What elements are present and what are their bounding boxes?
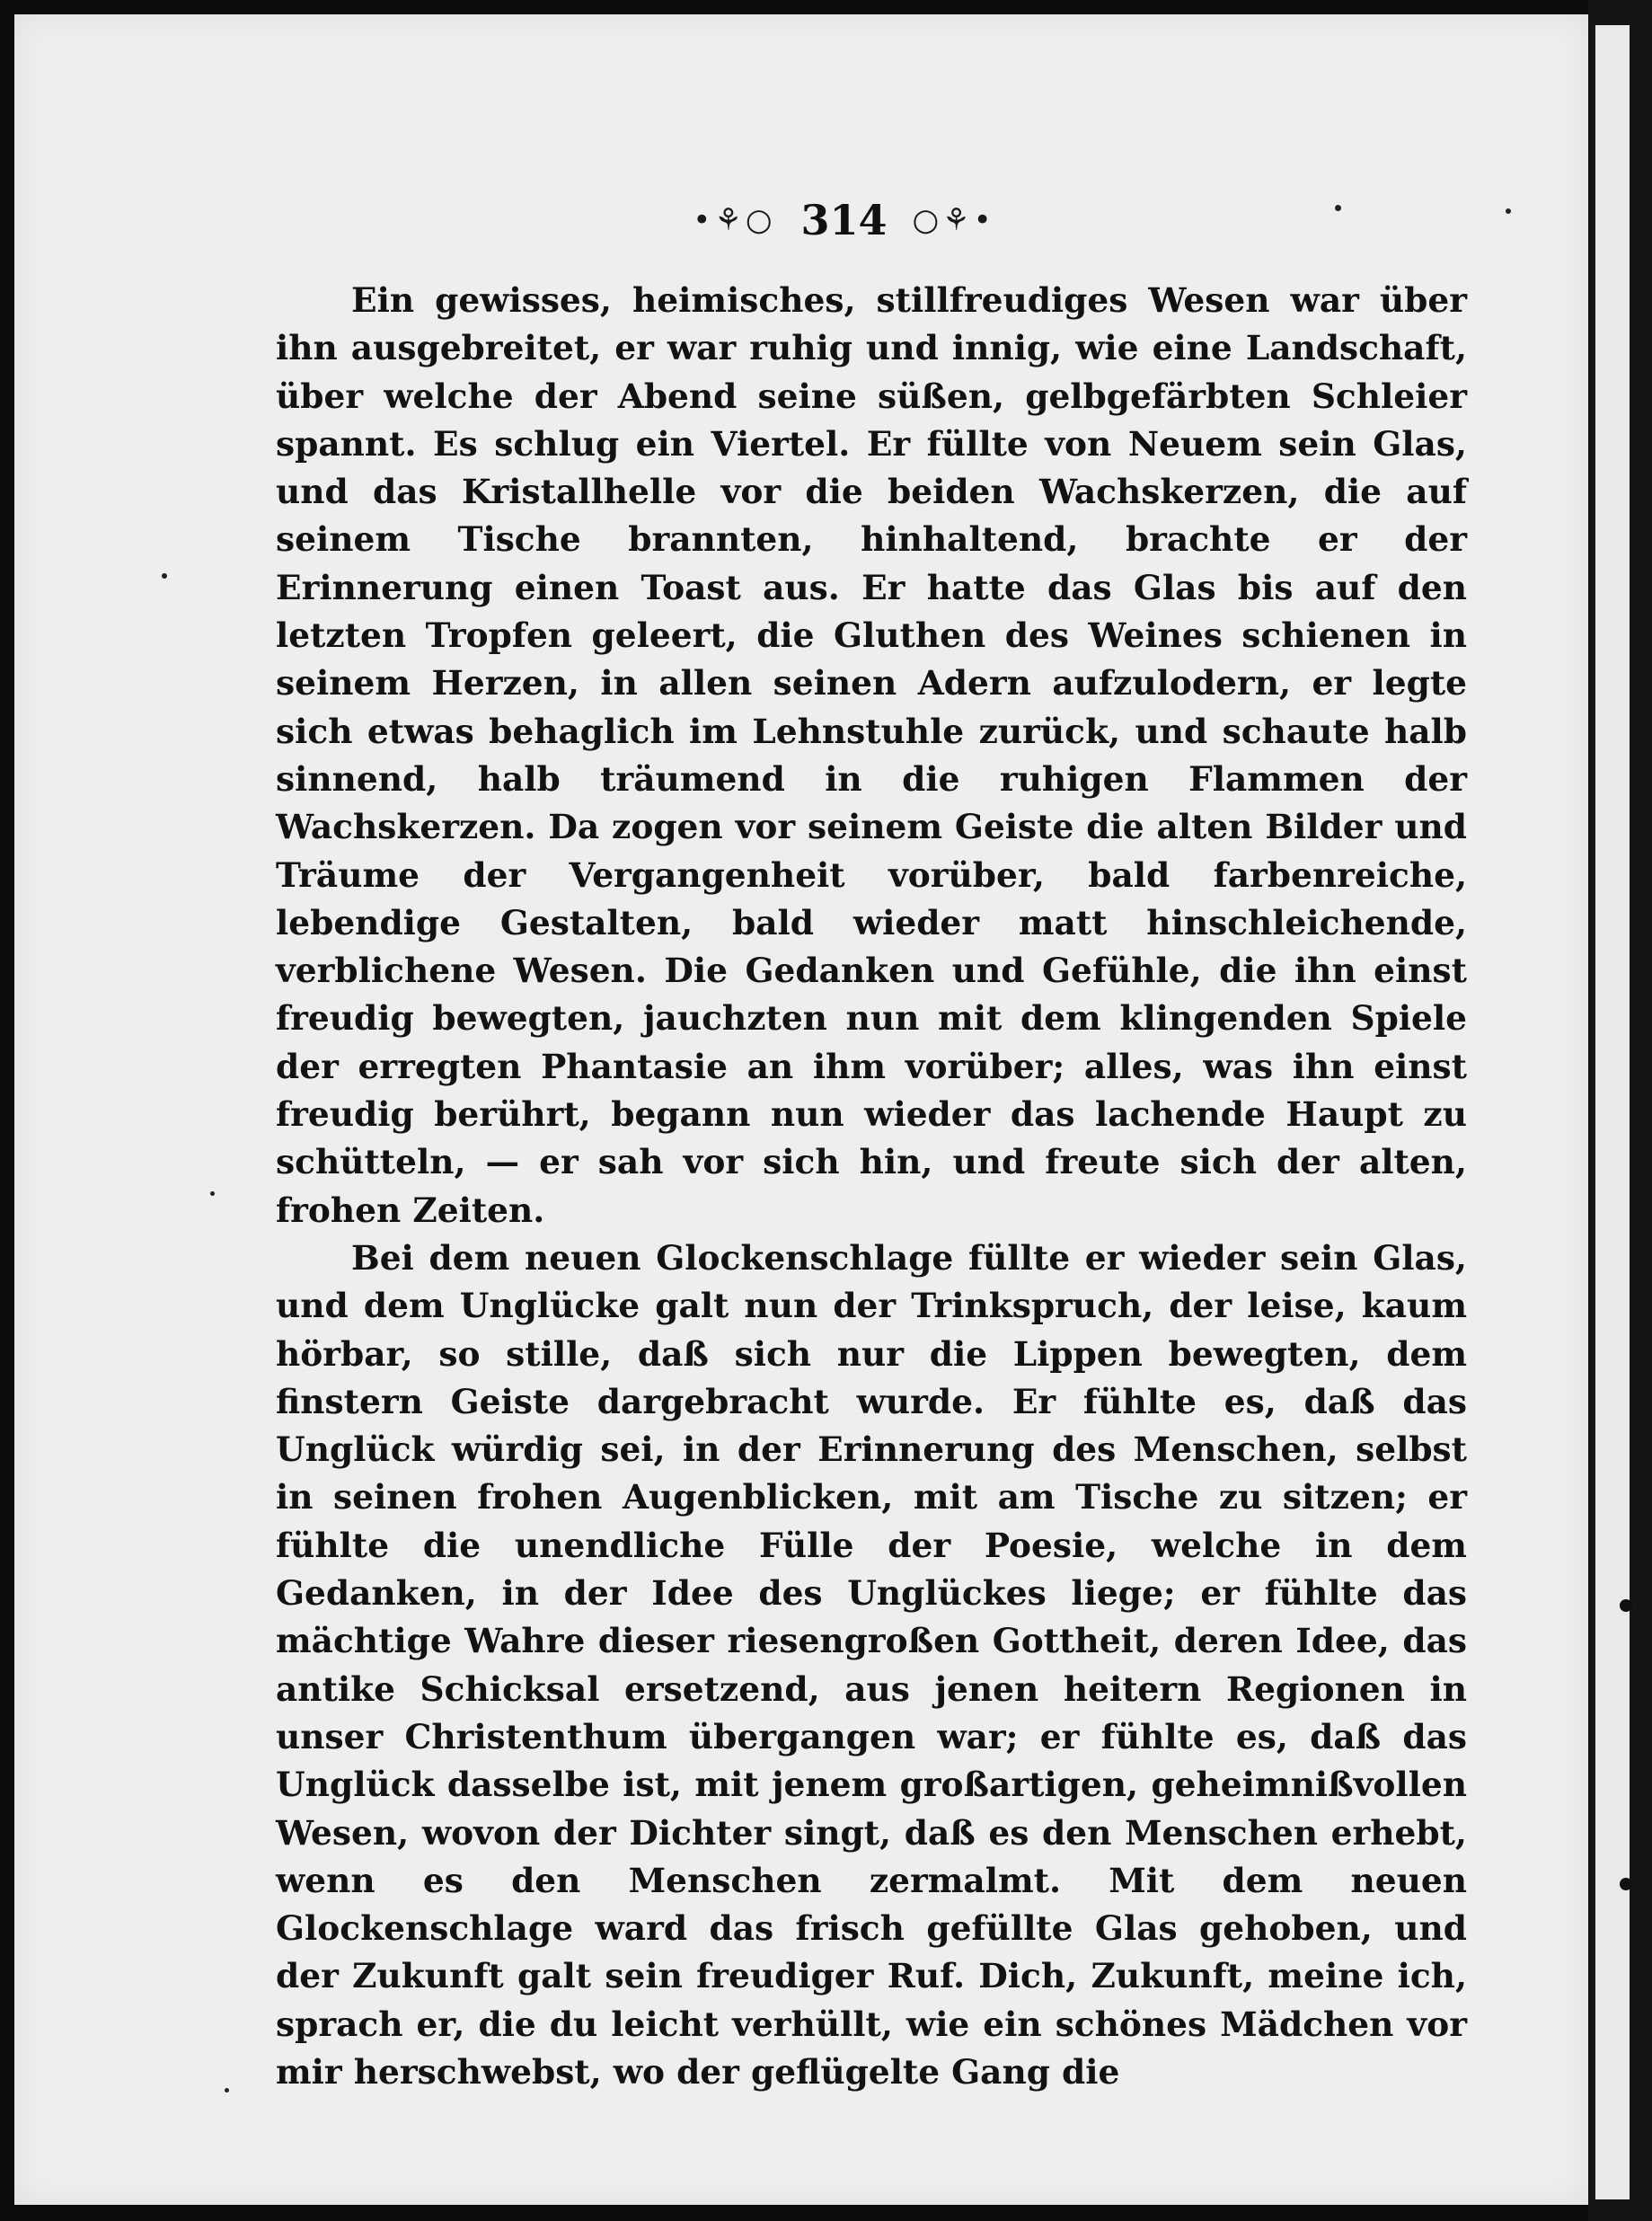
adjacent-page-edge — [1592, 25, 1630, 2199]
scan-speck — [162, 573, 167, 579]
paragraph-2: Bei dem neuen Glockenschlage füllte er wieder sein Glas, und dem Unglücke galt nun der Trinkspruch, der leise, kaum hörbar, so stille, daß sich nur die Lippen bewegten, dem finstern Geiste dargebracht wurde. Er fühlte es, daß das Unglück würdig sei, in der Erinnerung des Menschen, selbst in seinen frohen Augenblicken, mit am Tische zu sitzen; er fühlte die unendliche Fülle der Poesie, welche in dem Gedanken, in der Idee des Unglückes liege; er fühlte das mächtige Wahre dieser riesengroßen Gottheit, deren Idee, das antike Schicksal ersetzend, aus jenen heitern Regionen in unser Christenthum übergangen war; er fühlte es, daß das Unglück dasselbe ist, mit jenem großartigen, geheimnißvollen Wesen, wovon der Dichter singt, daß es den Menschen erhebt, wenn es den Menschen zermalmt. Mit dem neuen Glockenschlage ward das frisch gefüllte Glas gehoben, und der Zukunft galt sein freudiger Ruf. Dich, Zukunft, meine ich, sprach er, die du leicht verhüllt, wie ein schönes Mädchen vor mir herschwebst, wo der geflügelte Gang die — [276, 1237, 1467, 2092]
ornament-right-icon: ○⚘• — [912, 202, 995, 238]
page-number: 314 — [800, 196, 888, 244]
edge-mark — [1620, 1878, 1632, 1890]
paragraph-1: Ein gewisses, heimisches, stillfreudiges Wesen war über ihn ausgebreitet, er war ruhig und innig, wie eine Landschaft, über welche der Abend seine süßen, gelbgefärbten Schleier spannt. Es schlug ein Viertel. Er füllte von Neuem sein Glas, und das Kristallhelle vor die beiden Wachskerzen, die auf seinem Tische brannten, hinhaltend, brachte er der Erinnerung einen Toast aus. Er hatte das Glas bis auf den letzten Tropfen geleert, die Gluthen des Weines schienen in seinem Herzen, in allen seinen Adern aufzulodern, er legte sich etwas behaglich im Lehnstuhle zurück, und schaute halb sinnend, halb träumend in die ruhigen Flammen der Wachskerzen. Da zogen vor seinem Geiste die alten Bilder und Träume der Vergangenheit vorüber, bald farbenreiche, lebendige Gestalten, bald wieder matt hinschleichende, verblichene Wesen. Die Gedanken und Gefühle, die ihn einst freudig bewegten, jauchzten nun mit dem klingenden Spiele der erregten Phantasie an ihm vorüber; alles, was ihn einst freudig berührt, begann nun wieder das lachende Haupt zu schütteln, — er sah vor sich hin, und freute sich der alten, frohen Zeiten. — [276, 280, 1467, 1230]
scan-speck — [210, 1191, 215, 1196]
page-header — [0, 196, 1652, 244]
scan-speck — [1506, 208, 1511, 214]
ornament-left-icon: •⚘○ — [693, 202, 776, 238]
body-text — [276, 277, 1467, 2096]
scan-speck — [1335, 205, 1341, 211]
scan-speck — [225, 2088, 229, 2093]
edge-mark — [1620, 1599, 1632, 1612]
